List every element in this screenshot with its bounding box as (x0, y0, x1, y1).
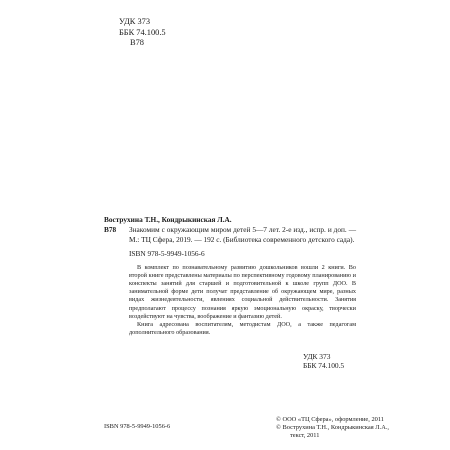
footer-isbn: ISBN 978-5-9949-1056-6 (104, 423, 171, 430)
author-code: В78 (130, 38, 144, 47)
top-classification (119, 17, 166, 49)
isbn: ISBN 978-5-9949-1056-6 (129, 249, 205, 259)
description-text: Знакомим с окружающим миром детей 5—7 лет. 2-е изд., испр. и доп. — М.: ТЦ Сфера, 2019. — 192 с. (Библиотека современного детского сада). (129, 225, 356, 244)
copyright-line: текст, 2011 (290, 432, 320, 440)
catalog-entry (104, 215, 356, 337)
copyright-line: © Вострухина Т.Н., Кондрыкинская Л.А., (276, 424, 390, 432)
bbk-code: ББК 74.100.5 (119, 27, 166, 37)
annotation (129, 264, 356, 338)
bibliographic-description (104, 225, 356, 244)
copyright-line: © ООО «ТЦ Сфера», оформление, 2011 (276, 416, 384, 423)
annotation-paragraph: В комплект по познавательному развитию дошкольников вошли 2 книги. Во второй книге представлены материалы по перспективному годовому планированию и конспекты занятий для старшей и подготовительной к школе групп ДОО. В занимательной форме дети получат представление об окружающем мире, разных видах жизнедеятельности, явлениях социальной действительности. Занятия предполагают процессу познания яркую эмоциональную окраску, творчески воздействуют на чувства, воображение и фантазию детей. (129, 263, 356, 320)
authors: Вострухина Т.Н., Кондрыкинская Л.А. (104, 215, 232, 224)
bbk-code: ББК 74.100.5 (303, 361, 345, 371)
udk-code: УДК 373 (303, 352, 331, 361)
annotation-paragraph: Книга адресована воспитателям, методистам ДОО, а также педагогам дополнительного образования. (129, 321, 356, 337)
author-code: В78 (104, 225, 117, 235)
copyright-block (276, 416, 389, 441)
udk-code: УДК 373 (119, 17, 151, 26)
bottom-classification (303, 352, 344, 371)
